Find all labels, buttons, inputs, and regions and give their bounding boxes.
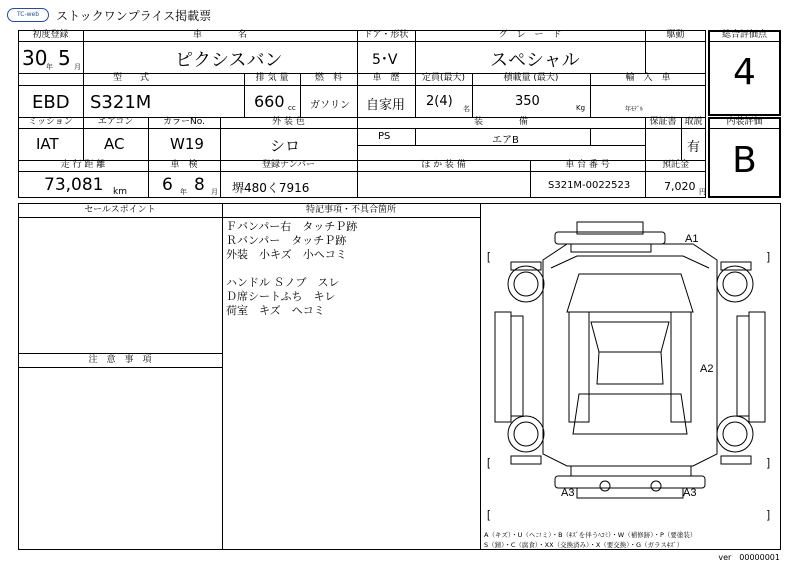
manual-header: 取説	[684, 117, 703, 127]
other-equip-header: ほ か 装 備	[421, 160, 466, 170]
first-reg-header: 初度登録	[32, 30, 69, 40]
damage-mark-a1: A1	[685, 233, 699, 245]
warranty-header: 保証書	[649, 117, 677, 127]
remark-line: Ｆバンパー右 タッチＰ跡	[226, 220, 358, 233]
interior-score-label: 内装評価	[726, 117, 763, 127]
spec-table	[18, 30, 706, 198]
remarks-header: 特記事項・不具合箇所	[305, 205, 396, 215]
type-header: 型 式	[112, 73, 149, 83]
remark-line: Ｄ席シートふち キレ	[226, 290, 336, 303]
load-value: 350	[515, 94, 540, 109]
capacity-value: 2(4)	[426, 94, 453, 109]
bracket-left-mid: [	[487, 457, 491, 469]
import-note: 年ﾓﾃﾞﾙ	[625, 106, 644, 113]
notes-header: 注 意 事 項	[88, 355, 152, 365]
deposit-header: 預託金	[661, 160, 689, 170]
grade-header: グ レ ー ド	[498, 30, 562, 40]
inspection-month-unit: 月	[211, 188, 218, 196]
mission-header: ミッション	[28, 117, 73, 127]
yen-unit: 円	[699, 188, 706, 196]
damage-mark-a3-right: A3	[683, 487, 697, 499]
damage-mark-a2: A2	[700, 363, 714, 375]
type-value: S321M	[90, 92, 152, 113]
equip-item-2: エアB	[492, 135, 519, 146]
bracket-right-bottom: ]	[767, 509, 771, 521]
bracket-left-bottom: [	[487, 509, 491, 521]
exterior-header: 外 装 色	[272, 117, 305, 127]
logo: TC-web	[7, 8, 49, 22]
door-header: ドア・形状	[363, 30, 409, 40]
page-title: ストックワンプライス掲載票	[56, 9, 212, 23]
cc-unit: cc	[288, 104, 296, 112]
inspection-year: 6	[162, 175, 173, 195]
mileage-header: 走 行 距 離	[60, 160, 106, 170]
exterior-value: シロ	[270, 137, 301, 155]
remark-line: 外装 小キズ 小ヘコミ	[226, 248, 347, 261]
km-unit: km	[113, 187, 127, 197]
inspection-header: 車 検	[170, 160, 198, 170]
chassis-value: S321M-0022523	[548, 180, 631, 191]
bracket-left-top: [	[487, 251, 491, 263]
aircon-value: AC	[104, 135, 125, 153]
inspection-month: 8	[194, 175, 205, 195]
color-no-value: W19	[170, 135, 204, 153]
legend-line-2: S（錆）・C（腐食）・XX（交換済み）・X（要交換）・G（ガラスｷｽﾞ）	[484, 541, 684, 549]
aircon-header: エアコン	[97, 117, 134, 127]
chassis-header: 車 台 番 号	[565, 160, 610, 170]
year-unit: 年	[46, 63, 53, 71]
load-header: 積載量 (最大)	[503, 73, 559, 83]
remarks-list	[226, 220, 476, 318]
car-name: ピクシスバン	[175, 50, 283, 71]
load-unit: Kg	[576, 104, 586, 112]
first-reg-month: 5	[58, 46, 71, 70]
interior-score: B	[732, 140, 757, 181]
remark-line: 荷室 キズ ヘコミ	[226, 304, 325, 317]
history-value: 自家用	[366, 98, 406, 113]
version-label: ver 00000001	[718, 553, 780, 562]
damage-legend	[484, 530, 780, 550]
month-unit: 月	[74, 63, 81, 71]
overall-score-label: 総合評価点	[721, 30, 767, 40]
equip-item-1: PS	[378, 131, 391, 142]
mileage-value: 73,081	[44, 175, 104, 195]
type-prefix: EBD	[32, 92, 70, 113]
capacity-unit: 名	[463, 105, 470, 113]
damage-mark-a3-left: A3	[561, 487, 575, 499]
equip-header: 装 備	[473, 117, 528, 127]
door-value: 5･V	[372, 52, 398, 68]
car-damage-diagram	[481, 204, 780, 549]
remark-line	[226, 262, 476, 276]
color-no-header: カラーNo.	[163, 117, 205, 127]
legend-line-1: A（キズ）・U（ヘコミ）・B（ｷｽﾞを伴うﾍｺﾐ）・W（補修跡）・P（要塗装）	[484, 531, 697, 539]
grade-value: スペシャル	[490, 50, 580, 71]
fuel-header: 燃 料	[314, 73, 342, 83]
history-header: 車 歴	[372, 73, 400, 83]
fuel-value: ガソリン	[310, 100, 350, 111]
inspection-year-unit: 年	[180, 188, 187, 196]
mission-value: IAT	[36, 135, 59, 153]
overall-score: 4	[733, 52, 756, 93]
bracket-right-mid: ]	[767, 457, 771, 469]
first-reg-year: 30	[22, 46, 48, 70]
manual-value: 有	[687, 140, 701, 155]
remark-line: ハンドル Ｓノブ スレ	[226, 276, 340, 289]
import-header: 輸 入 車	[625, 73, 671, 83]
plate-value: 堺480く7916	[232, 181, 310, 195]
deposit-value: 7,020	[664, 180, 696, 193]
sales-point-header: セールスポイント	[84, 205, 156, 215]
displacement-header: 排 気 量	[255, 73, 289, 83]
remark-line: Ｒバンパー タッチＰ跡	[226, 234, 347, 247]
bracket-right-top: ]	[767, 251, 771, 263]
plate-header: 登録ナンバー	[262, 160, 315, 170]
capacity-header: 定員(最大)	[421, 73, 466, 83]
displacement-value: 660	[254, 92, 285, 111]
car-name-header: 車 名	[192, 30, 247, 40]
drive-header: 駆動	[666, 30, 685, 40]
